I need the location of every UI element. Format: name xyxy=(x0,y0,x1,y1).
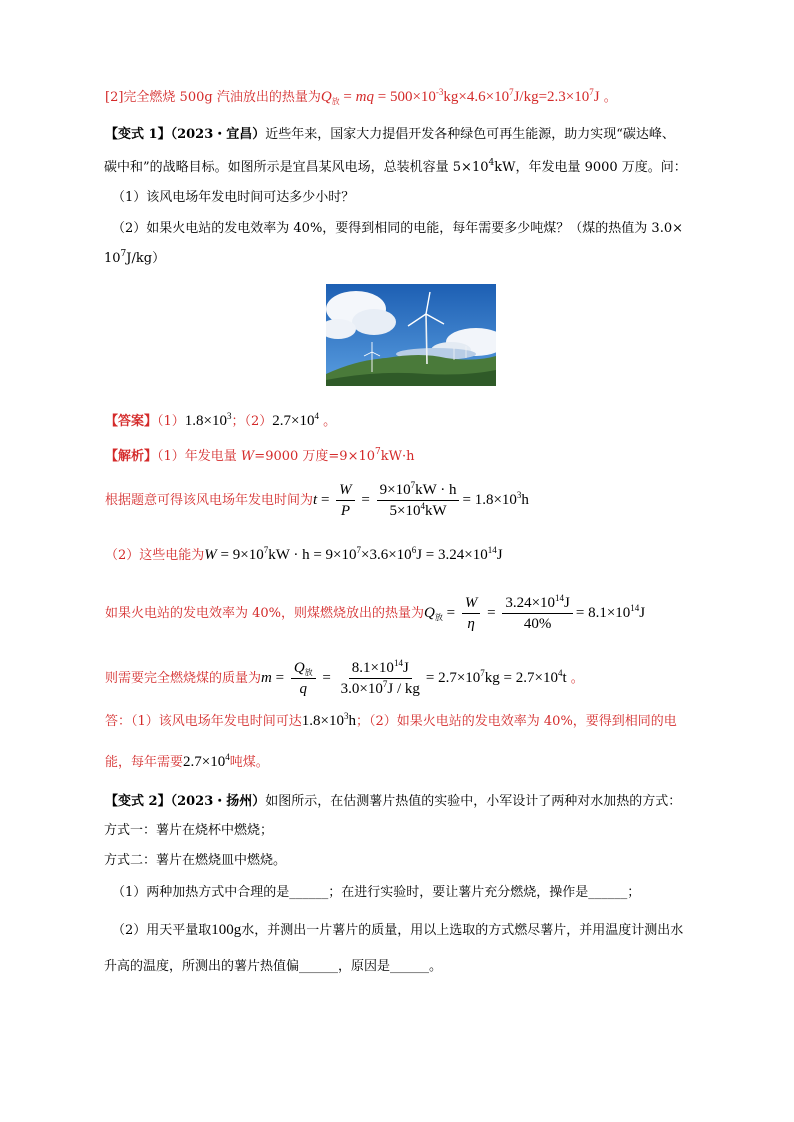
answer-value: 2.7×10 xyxy=(272,413,315,429)
unit: J xyxy=(639,604,646,621)
unit: kW · h xyxy=(415,482,457,498)
variant1-question-1 xyxy=(112,188,354,208)
calc-part: ×3.6×10 xyxy=(361,547,412,563)
question-text: J/kg） xyxy=(126,251,166,266)
variant1-tag: 【变式 1】（2023・宜昌） xyxy=(105,127,266,142)
numerator: 8.1×10 xyxy=(351,660,394,676)
method-text: 方式一：薯片在烧杯中燃烧； xyxy=(104,823,274,838)
wind-turbine-image xyxy=(326,284,496,386)
symbol-mq: mq xyxy=(355,89,374,105)
variant2-question-2-line1 xyxy=(112,920,683,941)
analysis-line2: 根据题意可得该风电场年发电时间为t = $\frac{W}{P}$ = $\frac{9\times 10^7kW \cdot h}{5\times 10^4kW}$ = $1.8\times 10^3h$ xyxy=(105,480,529,519)
exponent: 7 xyxy=(375,447,381,457)
fraction-w-over-eta xyxy=(462,594,481,633)
exponent: 3 xyxy=(344,711,349,721)
conclusion-value: 2.7×10 xyxy=(183,754,226,770)
fraction-energy-over-efficiency xyxy=(502,594,573,633)
analysis-conclusion-line2 xyxy=(105,752,269,773)
end-mark: 。 xyxy=(566,670,584,686)
end-mark: 。 xyxy=(599,90,617,105)
stem-text: 碳中和”的战略目标。如图所示是宜昌某风电场，总装机容量 5×10 xyxy=(104,160,489,175)
numerator: Q xyxy=(293,660,305,676)
calc-part: kg×4.6×10 xyxy=(443,89,510,105)
subscript-fang: 放 xyxy=(434,612,443,622)
unit: J xyxy=(593,89,600,105)
unit: J xyxy=(564,595,570,611)
exponent: 14 xyxy=(487,545,497,555)
stem-text: 近些年来，国家大力提倡开发各种绿色可再生能源，助力实现“碳达峰、 xyxy=(265,127,675,142)
exponent: 7 xyxy=(356,545,362,555)
exponent: 3 xyxy=(516,489,522,500)
calc-part: J/kg=2.3×10 xyxy=(513,89,590,105)
symbol-q: Q xyxy=(320,89,332,105)
analysis-line3 xyxy=(105,545,503,566)
answer-tag: 【答案】 xyxy=(105,414,158,429)
analysis-line1 xyxy=(105,447,415,467)
unit: h xyxy=(348,713,356,729)
symbol-w: W xyxy=(204,547,217,563)
variant2-method-2 xyxy=(104,851,286,871)
question-text: （2）用天平量取 xyxy=(112,923,212,938)
question-text: （2）如果火电站的发电效率为 40%，要得到相同的电能，每年需要多少吨煤？（煤的热值为 3.0× xyxy=(112,221,683,236)
denominator: 40% xyxy=(523,616,552,632)
numerator: W xyxy=(336,481,355,501)
eq-sign: = xyxy=(339,89,356,105)
question-text: （1）该风电场年发电时间可达多少小时？ xyxy=(112,190,355,205)
mass-value: 100g xyxy=(211,922,242,938)
exponent: 4 xyxy=(557,667,563,678)
prev-answer-text: [2]完全燃烧 500g 汽油放出的热量为 xyxy=(105,90,321,105)
denominator: η xyxy=(467,616,475,632)
exponent: 7 xyxy=(509,87,514,97)
numerator: 9×10 xyxy=(379,482,411,498)
result: = 8.1×10 xyxy=(575,604,631,621)
conclusion-text: 吨煤。 xyxy=(229,755,269,770)
exponent: 4 xyxy=(225,752,230,762)
exponent: 7 xyxy=(120,249,127,259)
exponent: -3 xyxy=(435,87,444,97)
prev-answer-line xyxy=(105,87,617,108)
exponent: 14 xyxy=(393,658,403,668)
analysis-text: 如果火电站的发电效率为 40%，则煤燃烧放出的热量为 xyxy=(105,605,425,621)
calc-part: kW · h = 9×10 xyxy=(268,547,357,563)
exponent: 4 xyxy=(488,158,495,168)
exponent: 7 xyxy=(410,480,416,490)
result: = 2.7×10 xyxy=(425,669,481,686)
variant2-question-1 xyxy=(112,883,640,903)
fraction-heat-over-value xyxy=(338,659,423,698)
end-mark: 。 xyxy=(319,414,337,429)
symbol-t: t xyxy=(313,491,318,508)
conclusion-text: ；（2）如果火电站的发电效率为 40%，要得到相同的电 xyxy=(356,714,677,729)
wind-farm-photo xyxy=(326,284,496,386)
variant2-tag: 【变式 2】（2023・扬州） xyxy=(105,794,266,809)
result: kg = 2.7×10 xyxy=(484,669,558,686)
answer-text: ；（2） xyxy=(231,414,273,429)
exponent: 14 xyxy=(555,593,565,603)
exponent: 7 xyxy=(480,667,485,678)
exponent: 6 xyxy=(411,545,417,555)
variant2-stem xyxy=(105,792,681,812)
exponent: 7 xyxy=(382,679,388,689)
calc-part: = 500×10 xyxy=(373,89,436,105)
exponent: 4 xyxy=(420,501,425,511)
calc-part: J = 3.24×10 xyxy=(416,547,488,563)
analysis-text: （2）这些电能为 xyxy=(105,548,205,563)
unit: h xyxy=(521,491,529,508)
analysis-line5: 则需要完全燃烧煤的质量为m = $\frac{Q_放}{q}$ = $\frac{8.1\times 10^{14}J}{3.0\times 10^7J / kg}$ = $2.7\times 10^7kg = 2.7\times 10^4t$ 。 xyxy=(105,658,584,697)
variant1-answer xyxy=(105,411,336,432)
exponent: 7 xyxy=(263,545,269,555)
denominator: q xyxy=(299,681,307,697)
subscript-fang: 放 xyxy=(304,668,313,677)
denominator: 3.0×10 xyxy=(340,681,383,697)
analysis-text: 则需要完全燃烧煤的质量为 xyxy=(105,670,262,686)
stem-text: kW，年发电量 9000 万度。问： xyxy=(494,160,687,175)
fraction-energy-over-power xyxy=(377,481,460,520)
unit: t xyxy=(562,669,567,686)
unit: J xyxy=(402,660,409,676)
exponent: 14 xyxy=(630,602,640,613)
exponent: 4 xyxy=(314,411,320,421)
unit: kW xyxy=(424,503,447,519)
variant1-stem-line1 xyxy=(105,125,675,145)
stem-text: 如图所示，在估测薯片热值的实验中，小军设计了两种对水加热的方式： xyxy=(265,794,682,809)
result: = 1.8×10 xyxy=(462,491,517,508)
fraction-q-over-q xyxy=(291,659,316,698)
numerator: 3.24×10 xyxy=(505,595,556,611)
answer-value: 1.8×10 xyxy=(184,413,228,429)
unit: kW·h xyxy=(380,449,415,464)
question-text: 升高的温度，所测出的薯片热值偏______，原因是______。 xyxy=(104,959,443,974)
fraction-w-over-p xyxy=(336,481,355,520)
conclusion-text: 答：（1）该风电场年发电时间可达 xyxy=(105,714,302,729)
conclusion-value: 1.8×10 xyxy=(301,713,344,729)
analysis-tag: 【解析】 xyxy=(105,449,158,464)
variant1-stem-line2 xyxy=(104,158,687,178)
method-text: 方式二：薯片在燃烧皿中燃烧。 xyxy=(104,853,287,868)
symbol-q: Q xyxy=(424,604,435,621)
analysis-line4: 如果火电站的发电效率为 40%，则煤燃烧放出的热量为$Q_放$ = $\frac{W}{\eta}$ = $\frac{3.24\times 10^{14}J}{40\%}$ = $8.1\times 10^{14}J$ xyxy=(105,593,646,632)
variant2-method-1 xyxy=(104,821,273,841)
analysis-conclusion-line1 xyxy=(105,711,677,732)
variant1-question-2-line2 xyxy=(104,249,165,269)
denominator: P xyxy=(340,503,350,519)
analysis-text: （1）年发电量 xyxy=(157,449,241,464)
denominator: 5×10 xyxy=(389,503,421,519)
exponent: 3 xyxy=(227,411,232,421)
answer-text: （1） xyxy=(157,414,185,429)
exponent: 7 xyxy=(589,87,594,97)
question-text: 10 xyxy=(104,251,121,266)
symbol-w: W xyxy=(240,449,255,464)
variant1-question-2-line1 xyxy=(112,219,683,239)
numerator: W xyxy=(462,594,481,614)
unit: J / kg xyxy=(387,681,420,697)
conclusion-text: 能，每年需要 xyxy=(105,755,184,770)
symbol-m: m xyxy=(261,669,272,686)
analysis-text: =9000 万度=9×10 xyxy=(254,449,376,464)
unit: J xyxy=(496,547,503,563)
question-text: 水，并测出一片薯片的质量，用以上选取的方式燃尽薯片，并用温度计测出水 xyxy=(241,923,684,938)
question-text: （1）两种加热方式中合理的是______；在进行实验时，要让薯片充分燃烧，操作是______； xyxy=(112,885,641,900)
analysis-text: 根据题意可得该风电场年发电时间为 xyxy=(105,492,314,508)
variant2-question-2-line2 xyxy=(104,957,442,977)
calc-part: = 9×10 xyxy=(216,547,264,563)
subscript-fang: 放 xyxy=(331,97,340,106)
